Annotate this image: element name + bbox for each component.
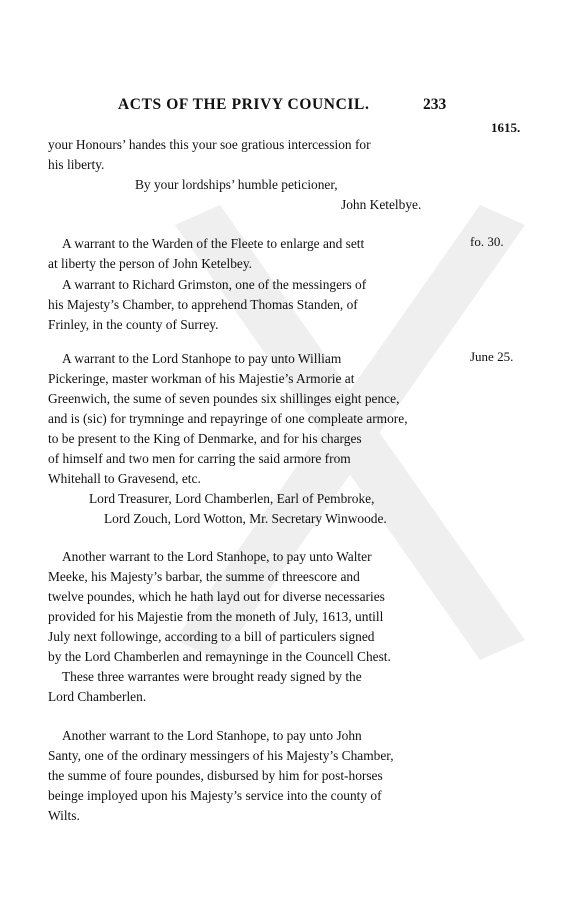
text-line: provided for his Majestie from the moneth of July, 1613, untill [48, 609, 384, 624]
text-line: Pickeringe, master workman of his Majestie’s Armorie at [48, 371, 355, 386]
text-line: Whitehall to Gravesend, etc. [48, 471, 201, 486]
text-line: his Majesty’s Chamber, to apprehend Thomas Standen, of [48, 297, 358, 312]
running-head: ACTS OF THE PRIVY COUNCIL. [118, 96, 370, 113]
text-line: the summe of foure poundes, disbursed by him for post-horses [48, 768, 383, 783]
text-line: Lord Treasurer, Lord Chamberlen, Earl of Pembroke, [89, 491, 375, 506]
text-line: your Honours’ handes this your soe gratious intercession for [48, 137, 371, 152]
text-line: Another warrant to the Lord Stanhope, to pay unto John [62, 728, 362, 743]
text-line: By your lordships’ humble peticioner, [135, 177, 338, 192]
page-number: 233 [423, 96, 447, 113]
text-line: Greenwich, the sume of seven poundes six shillinges eight pence, [48, 391, 400, 406]
text-line: A warrant to the Warden of the Fleete to enlarge and sett [62, 236, 365, 251]
text-line: to be present to the King of Denmarke, and for his charges [48, 431, 362, 446]
text-line: his liberty. [48, 157, 105, 172]
text-line: A warrant to the Lord Stanhope to pay unto William [62, 351, 342, 366]
signature-line: John Ketelbye. [341, 197, 422, 212]
text-line: Wilts. [48, 808, 80, 823]
text-line: Santy, one of the ordinary messingers of his Majesty’s Chamber, [48, 748, 394, 763]
text-line: of himself and two men for carring the said armore from [48, 451, 351, 466]
margin-year: 1615. [491, 120, 521, 135]
text-line: A warrant to Richard Grimston, one of the messingers of [62, 277, 367, 292]
text-line: These three warrantes were brought ready signed by the [62, 669, 362, 684]
text-line: Lord Zouch, Lord Wotton, Mr. Secretary Winwoode. [104, 511, 387, 526]
text-line: Lord Chamberlen. [48, 689, 147, 704]
text-line: Meeke, his Majesty’s barbar, the summe of threescore and [48, 569, 360, 584]
text-line: beinge imployed upon his Majesty’s service into the county of [48, 788, 382, 803]
text-line: at liberty the person of John Ketelbey. [48, 256, 253, 271]
text-line: Another warrant to the Lord Stanhope, to pay unto Walter [62, 549, 372, 564]
text-line: by the Lord Chamberlen and remayninge in the Councell Chest. [48, 649, 391, 664]
margin-note-date: June 25. [470, 349, 514, 364]
text-line: and is (sic) for trymninge and repayringe of one compleate armore, [48, 411, 408, 426]
margin-note-folio: fo. 30. [470, 234, 504, 249]
text-line: Frinley, in the county of Surrey. [48, 317, 219, 332]
text-line: July next followinge, according to a bill of particulers signed [48, 629, 375, 644]
text-line: twelve poundes, which he hath layd out for diverse necessaries [48, 589, 385, 604]
